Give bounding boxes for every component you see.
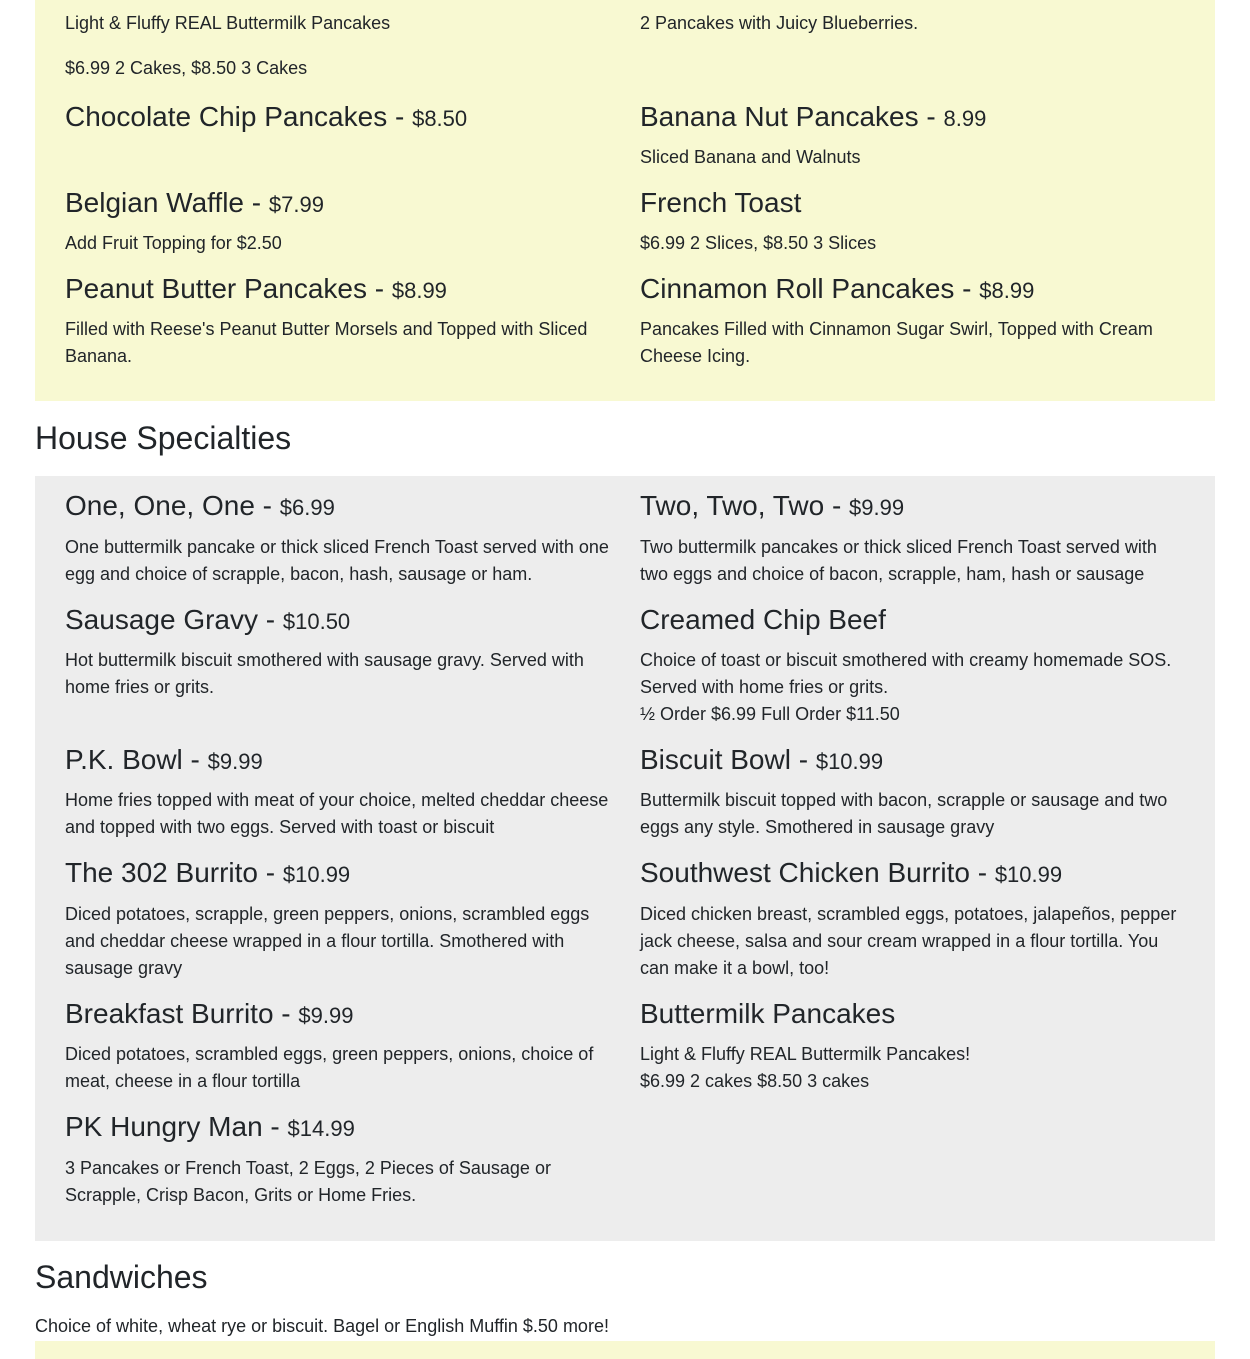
item-title: Southwest Chicken Burrito - $10.99 [640,857,1063,888]
item-price: $10.99 [994,862,1063,887]
menu-item [65,489,613,588]
menu-item [640,603,1188,728]
item-title: Two, Two, Two - $9.99 [640,490,905,521]
item-price: $10.50 [282,609,351,634]
sandwiches-panel [35,1341,1215,1359]
item-desc: 3 Pancakes or French Toast, 2 Eggs, 2 Pieces of Sausage or Scrapple, Crisp Bacon, Grits or Home Fries. [65,1158,551,1205]
item-title: Banana Nut Pancakes - 8.99 [640,101,987,132]
item-desc: Pancakes Filled with Cinnamon Sugar Swirl, Topped with Cream Cheese Icing. [640,319,1153,366]
item-desc: Add Fruit Topping for $2.50 [65,233,282,253]
item-desc: Home fries topped with meat of your choice, melted cheddar cheese and topped with two eggs. Served with toast or biscuit [65,790,609,837]
item-title: Belgian Waffle - $7.99 [65,187,324,218]
item-title: P.K. Bowl - $9.99 [65,744,263,775]
item-price: $10.99 [815,749,884,774]
item-desc: Diced chicken breast, scrambled eggs, potatoes, jalapeños, pepper jack cheese, salsa and sour cream wrapped in a flour tortilla. You can make it a bowl, too! [640,904,1177,978]
item-desc: One buttermilk pancake or thick sliced French Toast served with one egg and choice of scrapple, bacon, hash, sausage or ham. [65,537,609,584]
item-price: $10.99 [282,862,351,887]
item-price: $9.99 [207,749,263,774]
item-desc: $6.99 2 Cakes, $8.50 3 Cakes [65,58,308,78]
menu-item [65,100,613,136]
item-desc: Light & Fluffy REAL Buttermilk Pancakes! [640,1044,971,1064]
item-title: Buttermilk Pancakes [640,998,896,1029]
item-price: $8.50 [412,106,468,131]
item-price: $9.99 [849,495,905,520]
menu-item [640,0,1188,50]
menu-item [65,603,613,701]
item-title: PK Hungry Man - $14.99 [65,1111,355,1142]
section-heading-house-specialties: House Specialties [35,420,292,456]
item-title: One, One, One - $6.99 [65,490,335,521]
item-price: $7.99 [268,192,324,217]
item-price: $8.99 [979,278,1035,303]
item-desc: $6.99 2 cakes $8.50 3 cakes [640,1071,870,1091]
item-price: $6.99 [279,495,335,520]
menu-item [65,997,613,1095]
item-price: $9.99 [298,1003,354,1028]
item-title: Biscuit Bowl - $10.99 [640,744,884,775]
menu-item [640,489,1188,588]
menu-item [65,856,613,982]
item-desc: $6.99 2 Slices, $8.50 3 Slices [640,233,877,253]
item-desc: Filled with Reese's Peanut Butter Morsels and Topped with Sliced Banana. [65,319,588,366]
menu-item [640,856,1188,982]
item-title: Peanut Butter Pancakes - $8.99 [65,273,447,304]
item-title: Sausage Gravy - $10.50 [65,604,351,635]
item-desc: 2 Pancakes with Juicy Blueberries. [640,13,919,33]
item-title: Cinnamon Roll Pancakes - $8.99 [640,273,1035,304]
item-title: Creamed Chip Beef [640,604,886,635]
item-desc: Diced potatoes, scrapple, green peppers, onions, scrambled eggs and cheddar cheese wrapped in a flour tortilla. Smothered with sausage gravy [65,904,590,978]
menu-item [65,186,613,257]
item-desc: ½ Order $6.99 Full Order $11.50 [640,704,900,724]
item-title: Chocolate Chip Pancakes - $8.50 [65,101,468,132]
item-desc: Hot buttermilk biscuit smothered with sausage gravy. Served with home fries or grits. [65,650,584,697]
menu-item [65,1110,613,1209]
menu-item [640,997,1188,1095]
menu-item [640,272,1188,370]
item-price: $14.99 [287,1116,355,1141]
pancakes-panel [35,0,1215,401]
menu-item [640,743,1188,841]
item-title: The 302 Burrito - $10.99 [65,857,351,888]
item-desc: Buttermilk biscuit topped with bacon, scrapple or sausage and two eggs any style. Smothered in sausage gravy [640,790,1168,837]
item-desc: Diced potatoes, scrambled eggs, green peppers, onions, choice of meat, cheese in a flour tortilla [65,1044,594,1091]
house-specialties-panel [35,476,1215,1241]
menu-item [65,272,613,370]
item-title: French Toast [640,187,802,218]
item-desc: Two buttermilk pancakes or thick sliced French Toast served with two eggs and choice of bacon, scrapple, ham, hash or sausage [640,537,1157,584]
menu-item [640,186,1188,257]
item-desc: Sliced Banana and Walnuts [640,147,861,167]
item-desc: Light & Fluffy REAL Buttermilk Pancakes [65,13,391,33]
item-desc: Choice of toast or biscuit smothered with creamy homemade SOS. Served with home fries or grits. [640,650,1172,697]
item-price: $8.99 [391,278,447,303]
item-title: Breakfast Burrito - $9.99 [65,998,354,1029]
menu-item [65,743,613,841]
section-heading-sandwiches: Sandwiches [35,1259,208,1295]
menu-item [640,100,1188,171]
item-price: 8.99 [943,106,987,131]
sandwiches-note: Choice of white, wheat rye or biscuit. Bagel or English Muffin $.50 more! [35,1316,609,1336]
menu-item [65,0,613,90]
